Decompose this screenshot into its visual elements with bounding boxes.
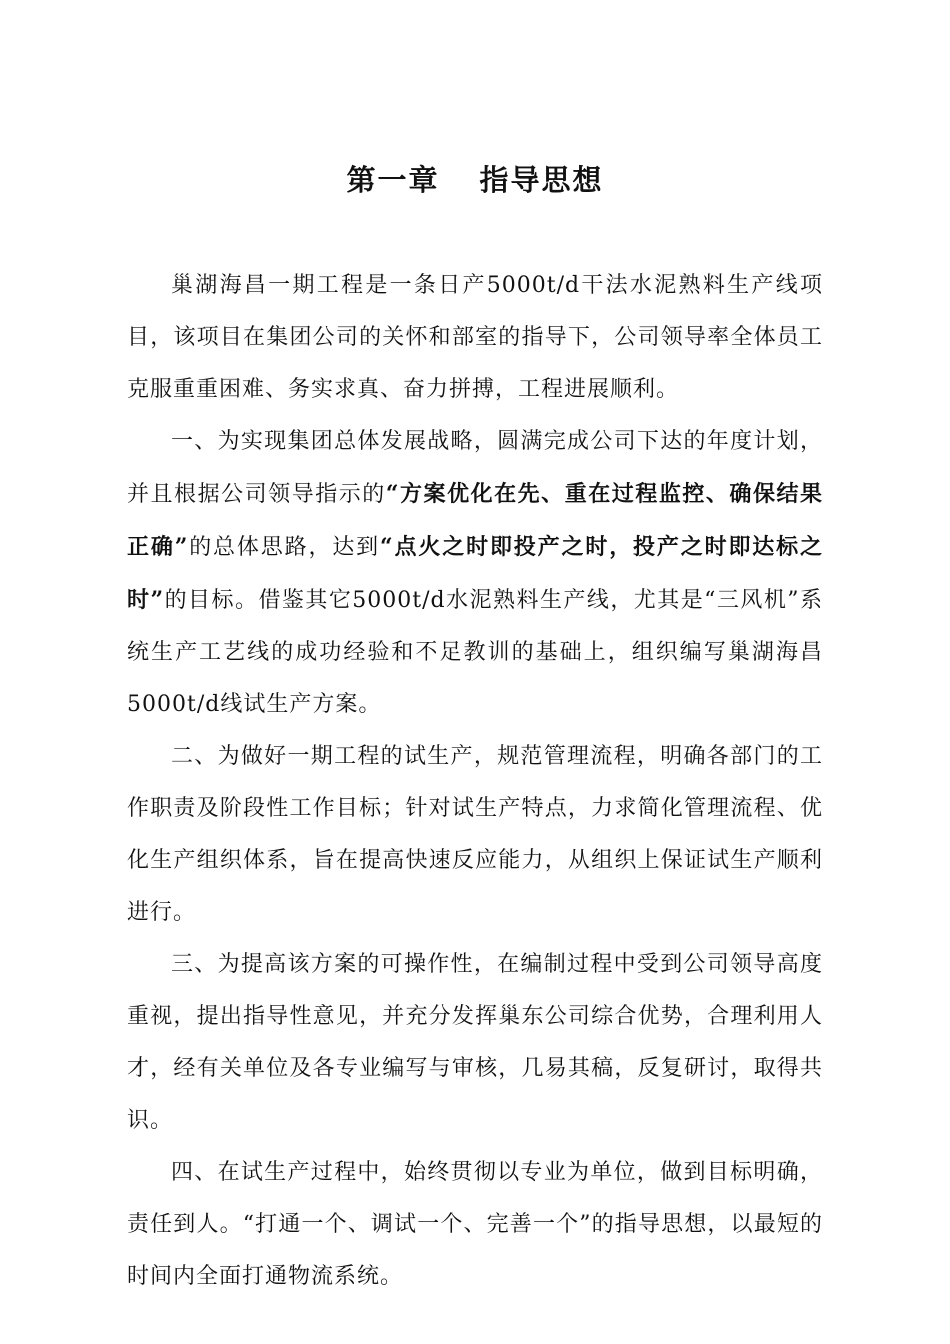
paragraph-one-emphasis-b: “点火之时即投产之时，投产之时即达标之时” [127, 534, 824, 613]
paragraph-one [127, 416, 823, 731]
chapter-title [0, 160, 950, 200]
paragraph-two: 二、为做好一期工程的试生产，规范管理流程，明确各部门的工作职责及阶段性工作目标；针对试生产特点，力求简化管理流程、优化生产组织体系，旨在提高快速反应能力，从组织上保证试生产顺利进行。 [127, 744, 823, 925]
paragraph-one-emphasis-a: “方案优化在先、重在过程监控、确保结果正确” [127, 481, 823, 560]
paragraph-one-text-e: 的目标。借鉴其它5000t/d水泥熟料生产线，尤其是“三风机”系统生产工艺线的成功经验和不足教训的基础上，组织编写巢湖海昌5000t/d线试生产方案。 [127, 588, 823, 717]
chapter-number: 第一章 [346, 163, 440, 197]
paragraph-three: 三、为提高该方案的可操作性，在编制过程中受到公司领导高度重视，提出指导性意见，并充分发挥巢东公司综合优势，合理利用人才，经有关单位及各专业编写与审核，几易其稿，反复研讨，取得共识。 [127, 952, 823, 1133]
document-body [127, 260, 823, 1303]
paragraph-four: 四、在试生产过程中，始终贯彻以专业为单位，做到目标明确，责任到人。“打通一个、调试一个、完善一个”的指导思想，以最短的时间内全面打通物流系统。 [127, 1160, 823, 1289]
chapter-name: 指导思想 [479, 163, 604, 197]
paragraph-one-text-a: 一、为实现集团总体发展战略，圆满完成公司下达的年度计划，并且根据公司领导指示的 [127, 429, 823, 507]
paragraph-intro: 巢湖海昌一期工程是一条日产5000t/d干法水泥熟料生产线项目，该项目在集团公司的关怀和部室的指导下，公司领导率全体员工克服重重困难、务实求真、奋力拼搏，工程进展顺利。 [127, 273, 823, 402]
paragraph-one-text-c: 的总体思路，达到 [188, 535, 381, 560]
